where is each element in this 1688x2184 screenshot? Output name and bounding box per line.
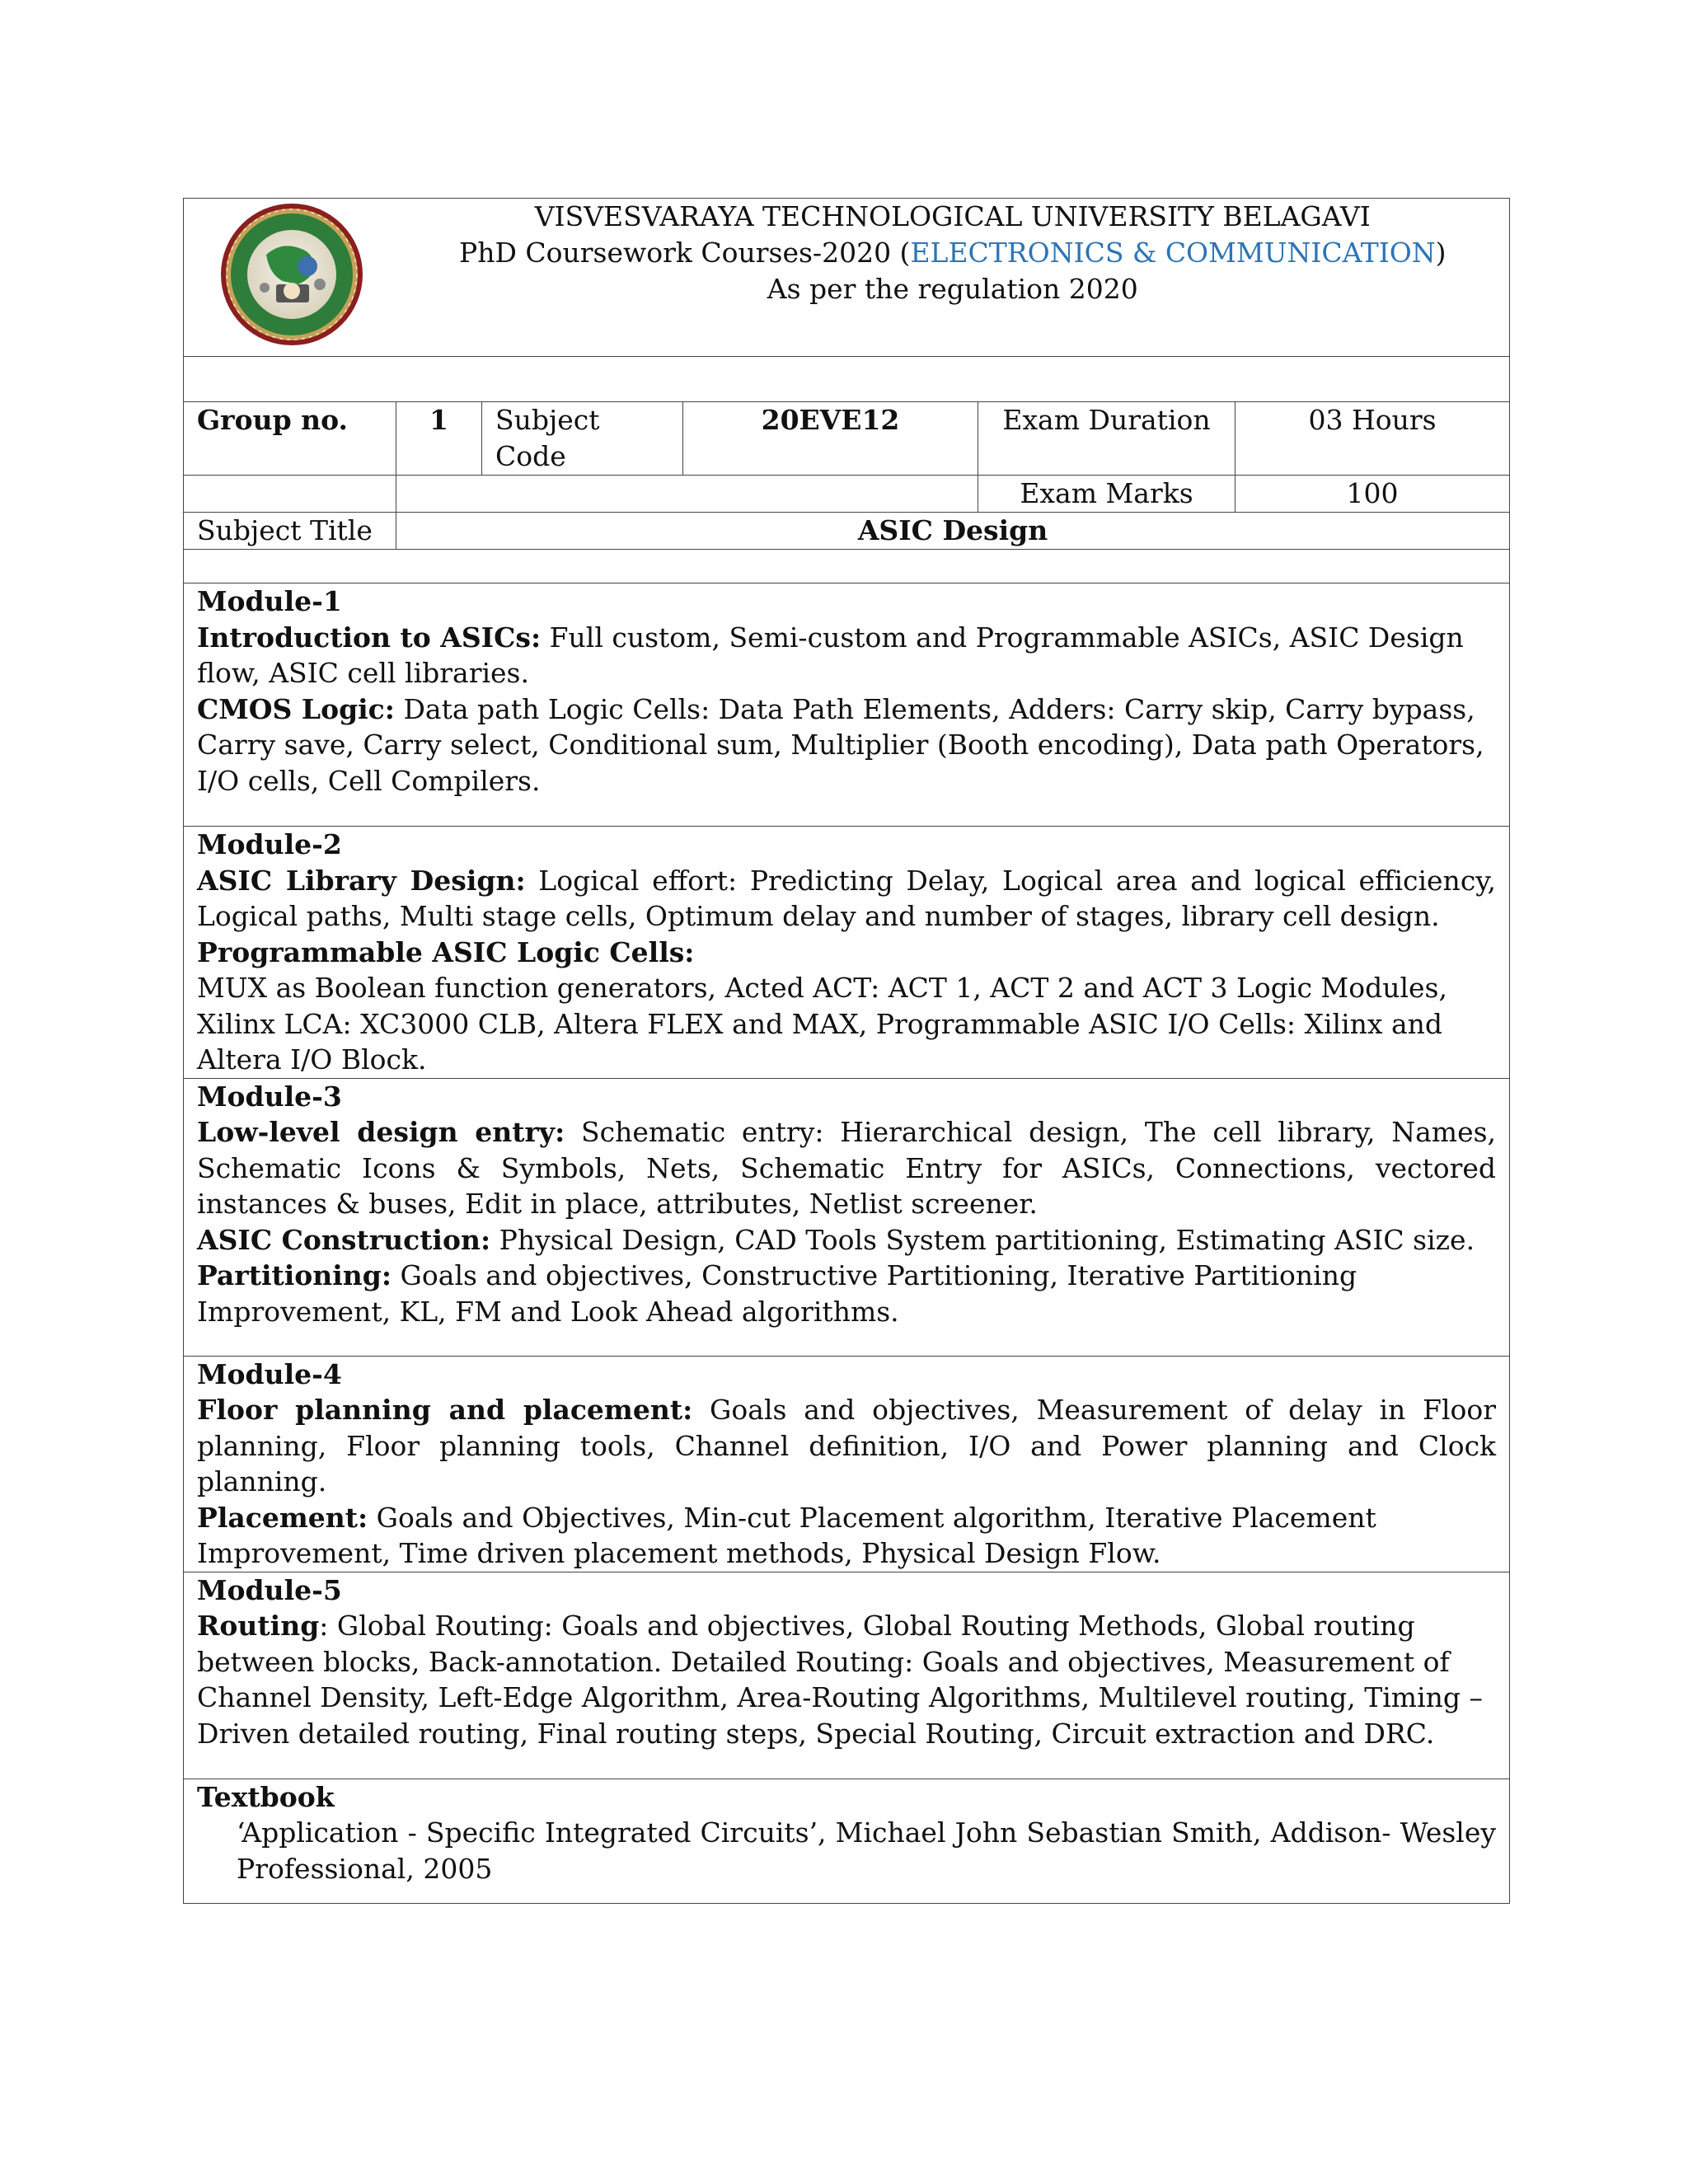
module-paragraph: CMOS Logic: Data path Logic Cells: Data Path Elements, Adders: Carry skip, Carry bypass, Carry save, Carry select, Conditional sum, Multiplier (Booth encoding), Data path Operators, I/O cells, Cell Compilers. — [197, 692, 1484, 797]
exam-marks-label: Exam Marks — [978, 476, 1236, 513]
syllabus-table — [183, 198, 1510, 1904]
logo-cell — [184, 199, 396, 357]
exam-duration-label: Exam Duration — [978, 402, 1236, 476]
module-title: Module-3 — [197, 1080, 342, 1113]
module-paragraph: Placement: Goals and Objectives, Min-cut Placement algorithm, Iterative Placement Improvement, Time driven placement methods, Physical Design Flow. — [197, 1501, 1376, 1569]
module-5 — [184, 1572, 1510, 1779]
module-2 — [184, 827, 1510, 1079]
header-title-cell — [396, 199, 1510, 357]
spacer-row — [184, 550, 1510, 583]
subject-title-label: Subject Title — [184, 513, 396, 550]
module-title: Module-2 — [197, 828, 342, 860]
textbook-title: Textbook — [197, 1780, 335, 1813]
exam-marks-value: 100 — [1236, 476, 1510, 513]
subject-code-label: Subject Code — [482, 402, 683, 476]
subject-code-value: 20EVE12 — [683, 402, 978, 476]
module-1 — [184, 583, 1510, 827]
header-row — [184, 199, 1510, 357]
module-paragraph: Low-level design entry: Schematic entry: Hierarchical design, The cell library, Names, Schematic Icons & Symbols, Nets, Schematic Entry for ASICs, Connections, vectored instances & buses, Edit in place, attributes, Netlist screener. — [197, 1116, 1497, 1220]
module-paragraph: Programmable ASIC Logic Cells: — [197, 935, 695, 968]
marks-row — [184, 476, 1510, 513]
exam-duration-value: 03 Hours — [1236, 402, 1510, 476]
subject-title-row — [184, 513, 1510, 550]
university-logo-icon — [184, 199, 396, 347]
module-title: Module-4 — [197, 1357, 342, 1390]
module-3 — [184, 1078, 1510, 1356]
module-paragraph: MUX as Boolean function generators, Acted ACT: ACT 1, ACT 2 and ACT 3 Logic Modules, Xilinx LCA: XC3000 CLB, Altera FLEX and MAX, Programmable ASIC I/O Cells: Xilinx and Altera I/O Block. — [197, 972, 1447, 1076]
group-label: Group no. — [184, 402, 396, 476]
module-paragraph: Partitioning: Goals and objectives, Constructive Partitioning, Iterative Partitioning Improvement, KL, FM and Look Ahead algorithms. — [197, 1259, 1357, 1328]
textbook-section — [184, 1779, 1510, 1903]
group-value: 1 — [396, 402, 482, 476]
module-paragraph: Routing: Global Routing: Goals and objectives, Global Routing Methods, Global routing between blocks, Back-annotation. Detailed Routing: Goals and objectives, Measurement of Channel Density, Left-Edge Algorithm, Area-Routing Algorithms, Multilevel routing, Timing –Driven detailed routing, Final routing steps, Special Routing, Circuit extraction and DRC. — [197, 1610, 1484, 1750]
regulation-line: As per the regulation 2020 — [767, 273, 1138, 305]
group-row — [184, 402, 1510, 476]
module-paragraph: Introduction to ASICs: Full custom, Semi-custom and Programmable ASICs, ASIC Design flow, ASIC cell libraries. — [197, 621, 1464, 689]
module-4 — [184, 1356, 1510, 1572]
module-title: Module-1 — [197, 585, 342, 617]
textbook-reference: ‘Application - Specific Integrated Circuits’, Michael John Sebastian Smith, Addison- Wesley Professional, 2005 — [237, 1816, 1497, 1885]
university-name: VISVESVARAYA TECHNOLOGICAL UNIVERSITY BELAGAVI — [534, 200, 1371, 232]
module-paragraph: Floor planning and placement: Goals and objectives, Measurement of delay in Floor planning, Floor planning tools, Channel definition, I/O and Power planning and Clock planning. — [197, 1394, 1497, 1497]
module-paragraph: ASIC Construction: Physical Design, CAD Tools System partitioning, Estimating ASIC size. — [197, 1223, 1475, 1256]
subject-title-value: ASIC Design — [396, 513, 1510, 550]
department-name: ELECTRONICS & COMMUNICATION — [910, 237, 1436, 269]
syllabus-document — [183, 198, 1509, 1904]
course-title: PhD Coursework Courses-2020 (ELECTRONICS & COMMUNICATION) — [459, 237, 1447, 269]
module-paragraph: ASIC Library Design: Logical effort: Predicting Delay, Logical area and logical efficiency, Logical paths, Multi stage cells, Optimum delay and number of stages, library cell design. — [197, 864, 1497, 932]
module-title: Module-5 — [197, 1573, 342, 1606]
spacer-row — [184, 357, 1510, 402]
